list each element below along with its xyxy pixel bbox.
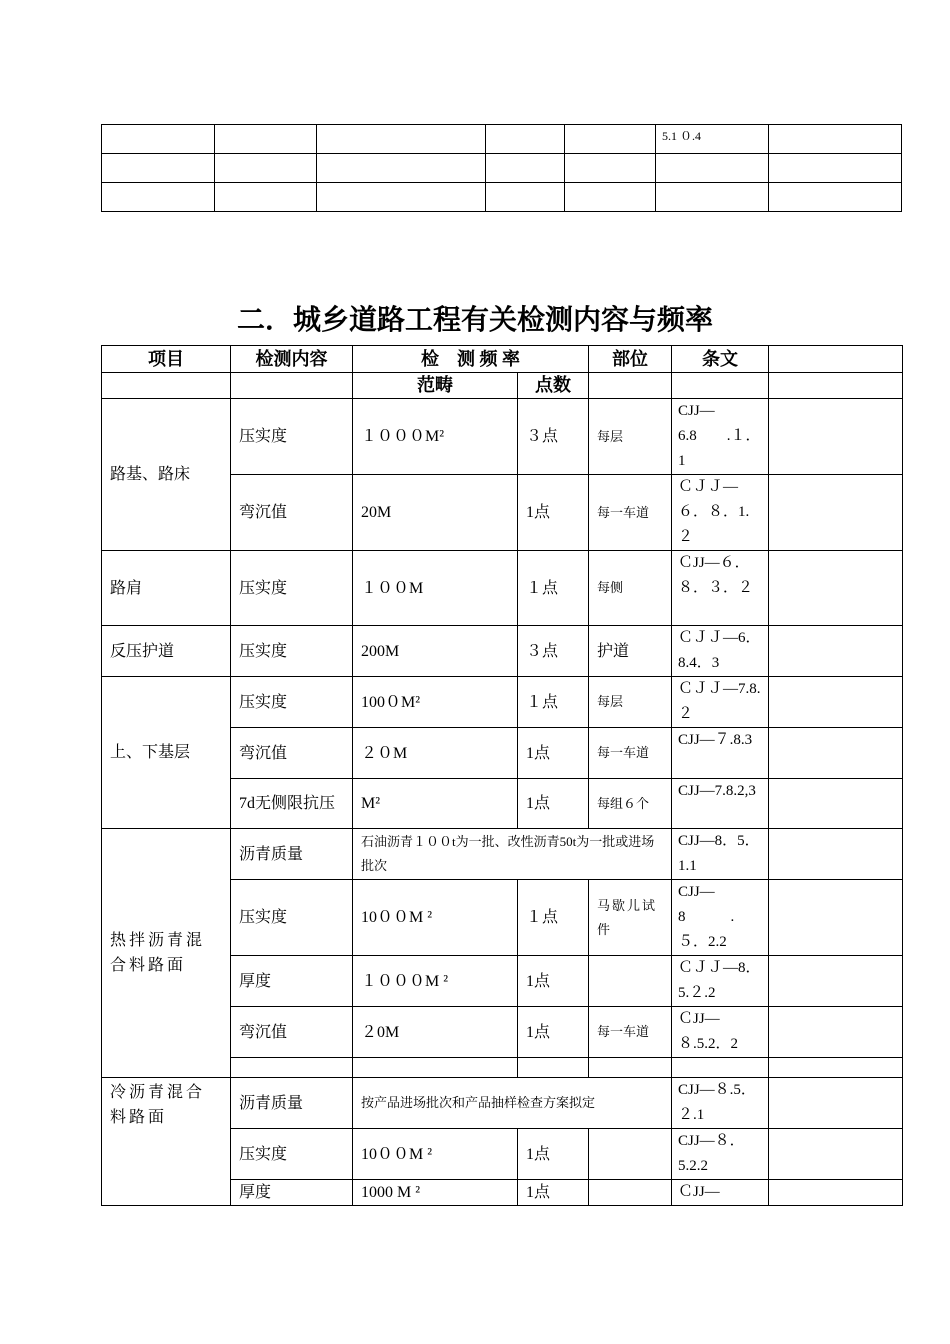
scope-cell: １０００M ² [353, 956, 518, 1007]
inspection-frequency-table [101, 345, 903, 1206]
group-name: 冷沥青混合料路面 [102, 1078, 231, 1206]
content-cell: 压实度 [231, 399, 353, 475]
clause-cell: CJJ—8 .５．2.2 [672, 880, 769, 956]
location-cell: 每组６个 [589, 779, 672, 829]
clause-cell: CJJ—８．5.2.2 [672, 1129, 769, 1180]
content-cell: 7d无侧限抗压 [231, 779, 353, 829]
scope-cell: ２０M [353, 728, 518, 779]
group-name: 路肩 [102, 551, 231, 626]
scope-cell: 10００M ² [353, 880, 518, 956]
content-cell: 沥青质量 [231, 1078, 353, 1129]
scope-cell: 10００M ² [353, 1129, 518, 1180]
group-name: 反压护道 [102, 626, 231, 677]
table-row [102, 551, 903, 626]
location-cell [589, 1180, 672, 1206]
clause-cell: ＣＪＪ—7.8.２ [672, 677, 769, 728]
header-location: 部位 [589, 346, 672, 373]
table-row [102, 677, 903, 728]
points-cell: 1点 [518, 1180, 589, 1206]
header-content: 检测内容 [231, 346, 353, 373]
points-cell: ３点 [518, 626, 589, 677]
clause-cell: ＣJJ—６．８．３．２ [672, 551, 769, 626]
section-title: 二．城乡道路工程有关检测内容与频率 [236, 303, 713, 336]
clause-cell: ＣＪＪ—6．8.4．3 [672, 626, 769, 677]
content-cell: 弯沉值 [231, 728, 353, 779]
scope-cell: 100０M² [353, 677, 518, 728]
group-name: 路基、路床 [102, 399, 231, 551]
points-cell: １点 [518, 677, 589, 728]
clause-cell: CJJ—8．5．1.1 [672, 829, 769, 880]
header-scope: 范畴 [353, 373, 518, 399]
table-row [102, 1078, 903, 1129]
clause-cell: ＣＪＪ—６．８．1.２ [672, 475, 769, 551]
header-clause: 条文 [672, 346, 769, 373]
points-cell: 1点 [518, 728, 589, 779]
points-cell: １点 [518, 880, 589, 956]
table-row [102, 399, 903, 475]
content-cell: 压实度 [231, 880, 353, 956]
header-points: 点数 [518, 373, 589, 399]
location-cell: 每侧 [589, 551, 672, 626]
scope-cell: ２0M [353, 1007, 518, 1058]
points-cell: 1点 [518, 956, 589, 1007]
merged-frequency-cell: 石油沥青１００t为一批、改性沥青50t为一批或进场批次 [353, 829, 672, 880]
content-cell: 厚度 [231, 1180, 353, 1206]
location-cell: 每一车道 [589, 728, 672, 779]
scope-cell: １０００M² [353, 399, 518, 475]
clause-cell: CJJ—7.8.2,3 [672, 779, 769, 829]
scope-cell: 20M [353, 475, 518, 551]
location-cell: 护道 [589, 626, 672, 677]
content-cell: 沥青质量 [231, 829, 353, 880]
table-row [102, 154, 902, 183]
table-row [102, 829, 903, 880]
table-row [102, 183, 902, 212]
scope-cell: １００M [353, 551, 518, 626]
location-cell [589, 1129, 672, 1180]
content-cell: 厚度 [231, 956, 353, 1007]
content-cell: 弯沉值 [231, 475, 353, 551]
header-row [102, 346, 903, 373]
points-cell: ３点 [518, 399, 589, 475]
subheader-row [102, 373, 903, 399]
location-cell [589, 956, 672, 1007]
points-cell: 1点 [518, 779, 589, 829]
location-cell: 每一车道 [589, 1007, 672, 1058]
content-cell: 压实度 [231, 626, 353, 677]
clause-cell: CJJ—７.8.3 [672, 728, 769, 779]
clause-cell: CJJ—８.5．２.1 [672, 1078, 769, 1129]
location-cell: 马歇儿试件 [589, 880, 672, 956]
merged-frequency-cell: 按产品进场批次和产品抽样检查方案拟定 [353, 1078, 672, 1129]
points-cell: １点 [518, 551, 589, 626]
points-cell: 1点 [518, 1007, 589, 1058]
header-item: 项目 [102, 346, 231, 373]
table-row [102, 125, 902, 154]
points-cell: 1点 [518, 475, 589, 551]
top-fragment-table [101, 124, 902, 212]
location-cell: 每一车道 [589, 475, 672, 551]
points-cell: 1点 [518, 1129, 589, 1180]
location-cell: 每层 [589, 399, 672, 475]
content-cell: 压实度 [231, 1129, 353, 1180]
scope-cell: M² [353, 779, 518, 829]
table-row [102, 626, 903, 677]
scope-cell: 1000 M ² [353, 1180, 518, 1206]
clause-cell: CJJ—6.8 .１．1 [672, 399, 769, 475]
clause-cell: 5.1 ０.4 [656, 125, 769, 154]
content-cell: 弯沉值 [231, 1007, 353, 1058]
clause-cell: ＣJJ—８.5.2．2 [672, 1007, 769, 1058]
group-name: 热拌沥青混合料路面 [102, 829, 231, 1078]
header-frequency: 检 测 频 率 [353, 346, 589, 373]
clause-cell: ＣＪＪ—8．5.２.2 [672, 956, 769, 1007]
scope-cell: 200M [353, 626, 518, 677]
location-cell: 每层 [589, 677, 672, 728]
content-cell: 压实度 [231, 551, 353, 626]
content-cell: 压实度 [231, 677, 353, 728]
clause-cell: ＣJJ— [672, 1180, 769, 1206]
group-name: 上、下基层 [102, 677, 231, 829]
